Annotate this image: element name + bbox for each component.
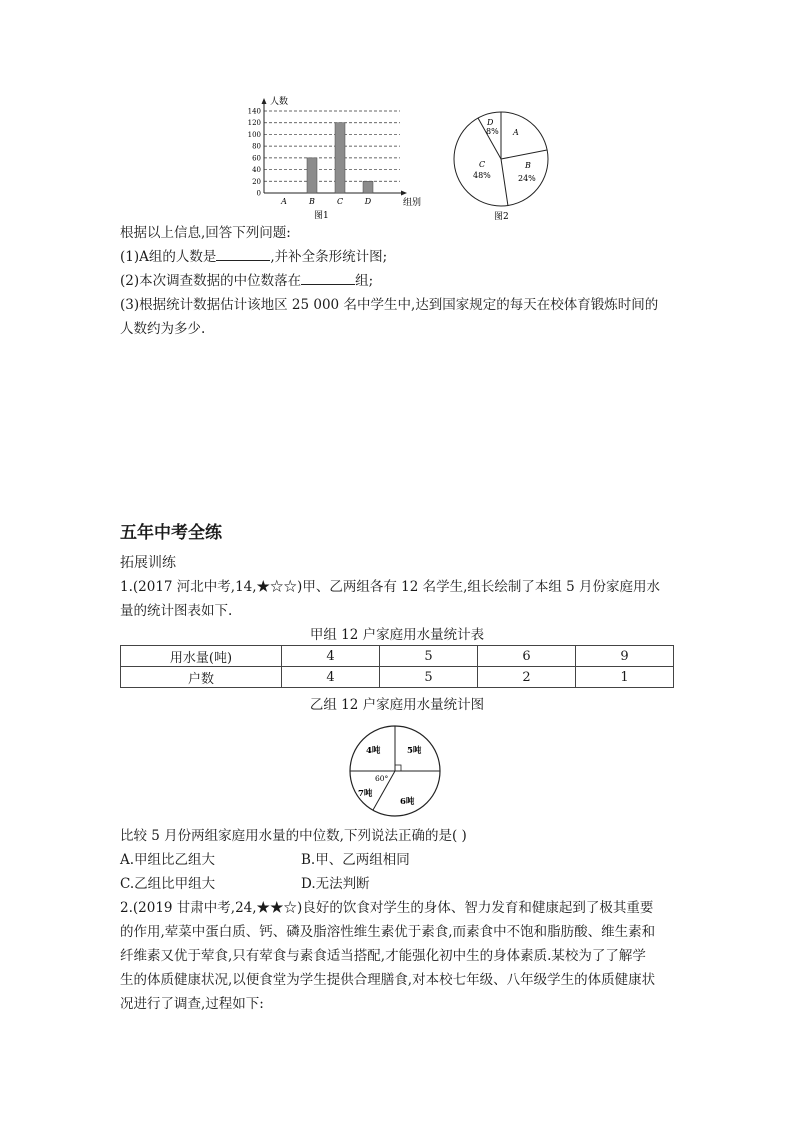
y-axis-arrow — [262, 98, 267, 104]
y-tick-label: 40 — [252, 166, 261, 175]
y-tick-label: 60 — [252, 154, 261, 163]
table-cell: 5 — [380, 646, 478, 667]
x-tick-label: B — [309, 197, 315, 206]
problem-2-line5: 况进行了调查,过程如下: — [120, 996, 264, 1012]
pie-label-d: D — [487, 118, 494, 127]
x-tick-label: D — [364, 197, 372, 206]
problem-2-line3: 纤维素又优于荤食,只有荤食与素食适当搭配,才能强化初中生的身体素质.某校为了了解学 — [120, 948, 646, 964]
pie2-label-4: 4吨 — [366, 746, 381, 756]
bar-chart-caption: 图1 — [314, 211, 329, 220]
table-row — [121, 667, 674, 688]
y-tick-label: 20 — [252, 177, 261, 186]
y-tick-label: 100 — [247, 130, 261, 139]
section-title: 五年中考全练 — [120, 523, 222, 543]
pie-divider-a-b — [501, 150, 547, 159]
option-d[interactable]: D.无法判断 — [301, 876, 370, 892]
right-angle-mark — [395, 765, 401, 771]
problem-1-line1: 1.(2017 河北中考,14,★☆☆)甲、乙两组各有 12 名学生,组长绘制了本组 5 月份家庭用水 — [120, 579, 661, 595]
table-cell: 4 — [282, 667, 380, 688]
q1-answer-blank[interactable] — [216, 246, 270, 261]
pie-caption: 图2 — [494, 212, 509, 222]
pie-label-a: A — [513, 128, 519, 137]
table-cell: 用水量(吨) — [121, 646, 282, 667]
y-tick-label: 120 — [247, 119, 261, 128]
q2-pre: (2)本次调查数据的中位数落在 — [120, 273, 302, 289]
q1-pre: (1)A组的人数是 — [120, 249, 217, 265]
bar-chart-ylabel: 人数 — [270, 97, 289, 107]
q1-post: ,并补全条形统计图; — [270, 249, 388, 265]
q2-post: 组; — [355, 273, 374, 289]
pie2-title: 乙组 12 户家庭用水量统计图 — [309, 697, 485, 713]
water-usage-table — [120, 645, 674, 688]
pie-pct-b: 24% — [518, 174, 536, 183]
y-tick-label: 0 — [256, 189, 261, 198]
problem-2-line4: 生的体质健康状况,以便食堂为学生提供合理膳食,对本校七年级、八年级学生的体质健康状 — [120, 972, 656, 988]
table-cell: 2 — [478, 667, 576, 688]
bar-b — [307, 158, 317, 193]
pie-chart-fig2 — [452, 108, 562, 224]
problem-2-line2: 的作用,荤菜中蛋白质、钙、磷及脂溶性维生素优于素食,而素食中不饱和脂肪酸、维生素和 — [120, 924, 656, 940]
pie-pct-d: 8% — [486, 127, 499, 136]
pie2-angle-label: 60° — [375, 774, 389, 783]
pie-divider-b-c — [501, 159, 508, 206]
pie2-label-5: 5吨 — [407, 746, 422, 756]
x-tick-label: A — [281, 197, 287, 206]
bar-d — [363, 181, 373, 193]
table-cell: 6 — [478, 646, 576, 667]
compare-question: 比较 5 月份两组家庭用水量的中位数,下列说法正确的是( ) — [120, 828, 467, 844]
problem-2-line1: 2.(2019 甘肃中考,24,★★☆)良好的饮食对学生的身体、智力发育和健康起到了极其重要 — [120, 900, 654, 916]
pie-label-b: B — [525, 161, 531, 170]
x-tick-label: C — [336, 197, 344, 206]
question-3-line1: (3)根据统计数据估计该地区 25 000 名中学生中,达到国家规定的每天在校体育锻炼时间的 — [120, 297, 659, 313]
x-axis-arrow — [401, 191, 407, 196]
question-2 — [120, 270, 373, 292]
pie-pct-c: 48% — [473, 171, 491, 180]
pie2-label-6: 6吨 — [400, 797, 415, 807]
table-cell: 户数 — [121, 667, 282, 688]
y-tick-label: 80 — [252, 142, 261, 151]
table-row — [121, 646, 674, 667]
question-1 — [120, 246, 387, 268]
table-title: 甲组 12 户家庭用水量统计表 — [309, 627, 485, 643]
table-cell: 9 — [576, 646, 674, 667]
option-c[interactable]: C.乙组比甲组大 — [120, 876, 216, 892]
bar-c — [335, 123, 345, 193]
intro-text: 根据以上信息,回答下列问题: — [120, 225, 291, 241]
table-cell: 4 — [282, 646, 380, 667]
y-tick-label: 140 — [247, 107, 261, 116]
option-b[interactable]: B.甲、乙两组相同 — [301, 852, 410, 868]
bar-chart-axes — [248, 98, 407, 206]
sub-title: 拓展训练 — [120, 555, 176, 571]
problem-1-line2: 量的统计图表如下. — [120, 603, 233, 619]
pie-label-c: C — [479, 160, 486, 169]
bar-chart-xlabel: 组别 — [403, 198, 422, 208]
q2-answer-blank[interactable] — [301, 270, 355, 285]
pie2-label-7: 7吨 — [358, 789, 373, 799]
option-a[interactable]: A.甲组比乙组大 — [120, 852, 216, 868]
question-3-line2: 人数约为多少. — [120, 321, 206, 337]
bar-chart — [232, 92, 432, 220]
pie-chart-group-yi — [346, 722, 444, 820]
table-cell: 5 — [380, 667, 478, 688]
table-cell: 1 — [576, 667, 674, 688]
